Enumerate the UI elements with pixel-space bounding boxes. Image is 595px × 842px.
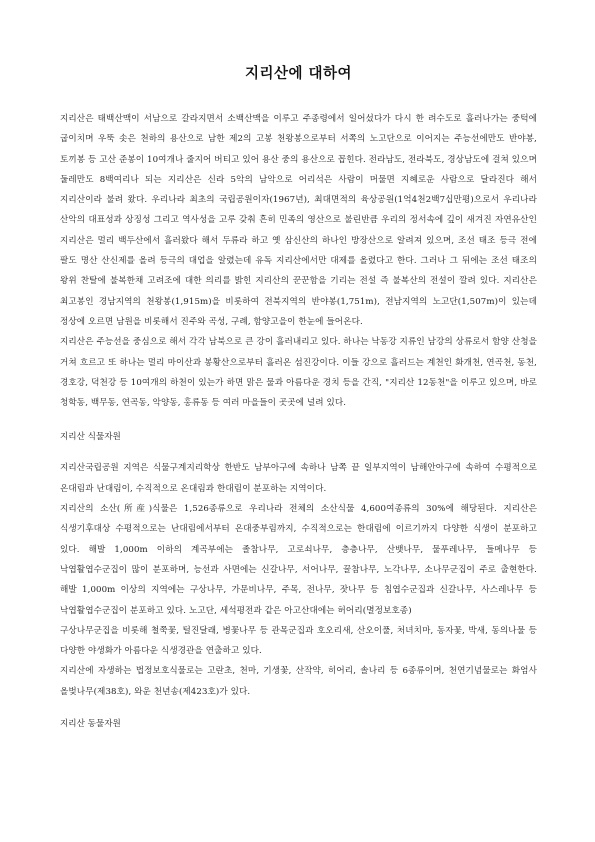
- flora-paragraph: 지리산의 소산(所産)식물은 1,526종류으로 우리나라 전체의 소산식물 4,600여종류의 30%에 해당된다. 지리산은 식생기후대상 수평적으로는 난대림에서부터 온대중부림까지, 수직적으로는 한대림에 이르기까지 다양한 식생이 분포하고 있다. 해발 1,000m 이하의 계곡부에는 졸참나무, 고로쇠나무, 층층나무, 산뱃나무, 물푸레나무, 들메나무 등 낙엽활엽수군집이 많이 분포하며, 능선과 사면에는 신갈나무, 서어나무, 꿀참나무, 노각나무, 소나무군집이 주로 출현한다. 해발 1,000m 이상의 지역에는 구상나무, 가문비나무, 주목, 전나무, 잣나무 등 침엽수군집과 신갈나무, 사스레나무 등 낙엽활엽수군집이 분포하고 있다. 노고단, 세석평전과 같은 아고산대에는 허어리(멸정보호종): [60, 504, 537, 616]
- document-title: 지리산에 대하여: [244, 66, 353, 82]
- intro-paragraph: 지리산은 태백산맥이 서남으로 갈라지면서 소백산맥을 이루고 주종령에서 일어섰다가 다시 한 려수도로 흘러나가는 중턱에 굽이치며 우뚝 솟은 천하의 용산으로 남한 제2의 고봉 천왕봉으로부터 서쪽의 노고단으로 이어지는 주능선에만도 반야봉, 토끼봉 등 고산 준봉이 10여개나 줄지어 버티고 있어 용산 중의 용산으로 꼽힌다. 전라남도, 전라북도, 경상남도에 걸쳐 있으며 둘레만도 8백여리나 되는 지리산은 신라 5악의 남악으로 어리석은 사람이 머물면 지혜로운 사람으로 달라진다 해서 지리산이라 불려 왔다. 우리나라 최초의 국립공원이자(1967년), 최대면적의 육상공원(1억4천2백7십만평)으로서 우리나라 산악의 대표성과 상징성 그리고 역사성을 고루 갖춰 흔히 민족의 영산으로 불린반큼 우리의 정서속에 깊이 새겨진 자연유산인 지리산은 멀리 백두산에서 흘러왔다 해서 두류라 하고 옛 삼신산의 하나인 방장산으로 알려져 있으며, 조선 태조 등극 전에 팔도 명산 산신제를 올려 등극의 대업을 알렸는데 유독 지리산에서만 대제를 올렸다고 한다. 그러나 그 뒤에는 조선 태조의 왕위 찬탈에 불복한채 고려조에 대한 의리를 밝힌 지리산의 꾼꾼함을 기리는 전설 즉 불복산의 전설이 깔려 있다. 지리산은 최고봉인 경남지역의 천왕봉(1,915m)을 비롯하여 전북지역의 반야봉(1,751m), 전남지역의 노고단(1,507m)이 있는데 정상에 오르면 남원을 비롯해서 진주와 곡성, 구례, 함양고을이 한눈에 들어온다.: [60, 114, 537, 327]
- section-heading-fauna: 지리산 동물자원: [60, 719, 121, 730]
- flora-paragraph: 지리산에 자생하는 법정보호식물로는 고란초, 천마, 기생꽃, 산작약, 히어리, 솔나리 등 6종류이며, 천연기념물로는 화엄사 올벚나무(제38호), 와운 천년송(제423호)가 있다.: [60, 666, 537, 697]
- intro-paragraph: 지리산은 주능선을 중심으로 해서 각각 남북으로 큰 강이 흘러내리고 있다. 하나는 낙동강 지류인 남강의 상류로서 함양 산청을 거쳐 흐르고 또 하나는 멀리 마이산과 봉황산으로부터 흘러온 섬진강이다. 이들 강으로 흘러드는 계천인 화개천, 연곡천, 동천, 경호강, 덕천강 등 10여개의 하천이 있는가 하면 맑은 물과 아름다운 경치 등을 간직, "지리산 12동천"을 이루고 있으며, 바로 청학동, 백무동, 연곡동, 악양동, 홍류동 등 여러 마을들이 곳곳에 널려 있다.: [60, 337, 537, 409]
- flora-paragraph: 구상나무군집을 비롯해 철쭉꽃, 털진달래, 병꽃나무 등 관목군집과 호오리새, 산오이풀, 처녀치마, 동자꽃, 박새, 동의나물 등 다양한 야생화가 아름다운 식생경관을 연출하고 있다.: [60, 625, 537, 657]
- flora-paragraph: 지리산국립공원 지역은 식물구계지리학상 한반도 남부아구에 속하나 남쪽 끝 일부지역이 남해안아구에 속하여 수평적으로 온대림과 난대림이, 수직적으로 온대림과 한대림이 분포하는 지역이다.: [60, 463, 537, 494]
- section-heading-flora: 지리산 식물자원: [60, 432, 121, 443]
